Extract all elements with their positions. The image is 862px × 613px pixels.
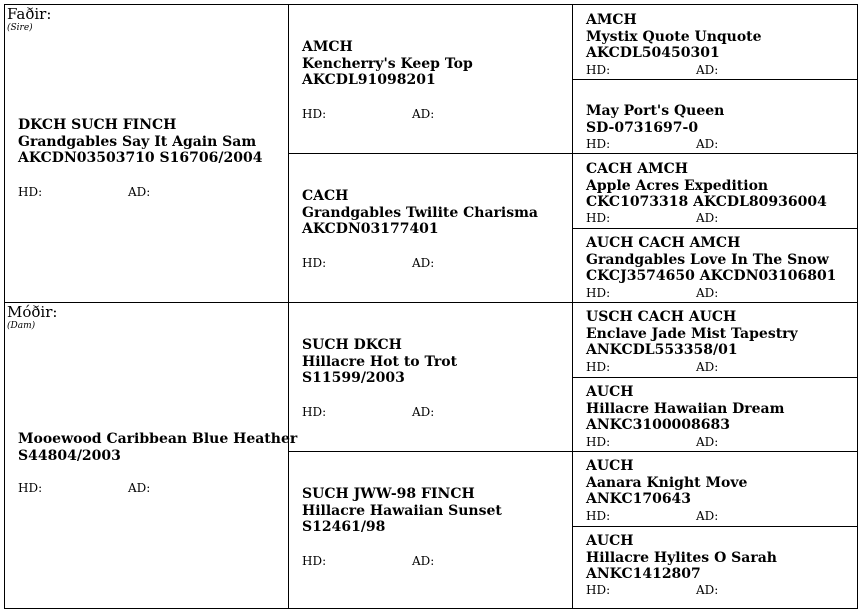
ad-label: AD: — [696, 63, 719, 77]
hd-label: HD: — [586, 137, 611, 151]
gen3-hd-ad-5 — [586, 360, 719, 374]
ad-label: AD: — [696, 211, 719, 225]
dog-reg: ANKC1412807 — [586, 566, 701, 582]
gen3-hd-ad-1 — [586, 63, 719, 77]
gen3-hd-ad-8 — [586, 583, 719, 597]
dog-reg: AKCDN03177401 — [302, 221, 439, 237]
gen3-info-8 — [586, 533, 777, 583]
dog-titles: AUCH — [586, 458, 634, 474]
dam-sub-label: (Dam) — [7, 321, 36, 331]
hd-label: HD: — [302, 256, 327, 270]
ad-label: AD: — [412, 107, 435, 121]
dam-cell — [4, 302, 298, 609]
gen3-cell-4 — [572, 228, 858, 303]
hd-label: HD: — [18, 185, 43, 199]
gen3-info-7 — [586, 458, 747, 508]
dam-hd-ad — [18, 481, 151, 495]
ad-label: AD: — [696, 583, 719, 597]
dog-titles: AMCH — [302, 39, 353, 55]
gen3-info-4 — [586, 235, 836, 285]
dog-reg: AKCDL91098201 — [302, 72, 436, 88]
sire-sub-label: (Sire) — [7, 23, 33, 33]
gen2-info-2 — [302, 188, 538, 238]
gen2-hd-ad-2 — [302, 256, 435, 270]
dog-reg: ANKC170643 — [586, 491, 692, 507]
ad-label: AD: — [696, 137, 719, 151]
gen2-cell-2 — [288, 153, 573, 303]
dog-reg: SD-0731697-0 — [586, 119, 699, 136]
sire-reg: AKCDN03503710 S16706/2004 — [18, 150, 263, 166]
gen3-cell-6 — [572, 377, 858, 452]
hd-label: HD: — [586, 211, 611, 225]
gen3-hd-ad-2 — [586, 137, 719, 151]
gen3-cell-1 — [572, 4, 858, 80]
gen2-hd-ad-4 — [302, 554, 435, 568]
dam-label: Móðir: — [7, 303, 58, 321]
gen3-cell-5 — [572, 302, 858, 378]
gen2-info-3 — [302, 337, 457, 387]
dog-name: Aanara Knight Move — [586, 474, 748, 491]
gen3-cell-2 — [572, 79, 858, 154]
hd-label: HD: — [586, 509, 611, 523]
hd-label: HD: — [18, 481, 43, 495]
gen2-hd-ad-3 — [302, 405, 435, 419]
dog-name: Kencherry's Keep Top — [302, 55, 473, 72]
dog-reg: S11599/2003 — [302, 370, 405, 386]
ad-label: AD: — [696, 435, 719, 449]
sire-info — [18, 117, 262, 167]
hd-label: HD: — [586, 435, 611, 449]
hd-label: HD: — [586, 583, 611, 597]
ad-label: AD: — [128, 481, 151, 495]
sire-cell — [4, 4, 289, 303]
ad-label: AD: — [696, 286, 719, 300]
gen3-info-3 — [586, 161, 827, 211]
dog-reg: S12461/98 — [302, 519, 386, 535]
dog-reg: ANKC3100008683 — [586, 417, 731, 433]
sire-hd-ad — [18, 185, 151, 199]
dog-name: Grandgables Love In The Snow — [586, 251, 829, 268]
ad-label: AD: — [128, 185, 151, 199]
gen3-info-6 — [586, 384, 784, 434]
dog-name: Enclave Jade Mist Tapestry — [586, 325, 798, 342]
dam-name: Mooewood Caribbean Blue Heather — [18, 431, 298, 447]
gen2-cell-4 — [288, 451, 573, 609]
dog-reg: AKCDL50450301 — [586, 45, 720, 61]
dog-reg: CKCJ3574650 AKCDN03106801 — [586, 268, 837, 284]
sire-label: Faðir: — [7, 5, 52, 23]
dog-titles: SUCH JWW-98 FINCH — [302, 486, 475, 502]
dog-name: Apple Acres Expedition — [586, 177, 769, 194]
dog-titles: AMCH — [586, 12, 637, 28]
dog-name: Hillacre Hylites O Sarah — [586, 549, 777, 566]
dog-titles: CACH — [302, 188, 349, 204]
hd-label: HD: — [302, 107, 327, 121]
gen2-cell-3 — [288, 302, 573, 452]
hd-label: HD: — [302, 554, 327, 568]
ad-label: AD: — [696, 509, 719, 523]
dog-titles: CACH AMCH — [586, 161, 688, 177]
dog-name: Hillacre Hot to Trot — [302, 353, 458, 370]
dog-titles: AUCH CACH AMCH — [586, 235, 741, 251]
hd-label: HD: — [586, 360, 611, 374]
dog-name: Hillacre Hawaiian Sunset — [302, 502, 502, 519]
gen3-cell-7 — [572, 451, 858, 527]
dog-reg: ANKCDL553358/01 — [586, 342, 738, 358]
ad-label: AD: — [412, 405, 435, 419]
dam-reg: S44804/2003 — [18, 447, 121, 464]
gen2-hd-ad-1 — [302, 107, 435, 121]
gen3-cell-3 — [572, 153, 858, 229]
gen2-info-1 — [302, 39, 473, 89]
dog-name: May Port's Queen — [586, 103, 725, 119]
gen3-info-2 — [586, 103, 724, 136]
gen3-hd-ad-6 — [586, 435, 719, 449]
sire-name: Grandgables Say It Again Sam — [18, 133, 257, 150]
hd-label: HD: — [586, 63, 611, 77]
dog-name: Grandgables Twilite Charisma — [302, 204, 538, 221]
dog-titles: USCH CACH AUCH — [586, 309, 737, 325]
gen2-info-4 — [302, 486, 502, 536]
dog-name: Mystix Quote Unquote — [586, 28, 762, 45]
hd-label: HD: — [302, 405, 327, 419]
dog-name: Hillacre Hawaiian Dream — [586, 400, 785, 417]
gen3-hd-ad-4 — [586, 286, 719, 300]
gen3-cell-8 — [572, 526, 858, 609]
ad-label: AD: — [412, 256, 435, 270]
hd-label: HD: — [586, 286, 611, 300]
gen3-info-1 — [586, 12, 762, 62]
gen3-hd-ad-3 — [586, 211, 719, 225]
dog-titles: SUCH DKCH — [302, 337, 402, 353]
gen3-info-5 — [586, 309, 798, 359]
dog-titles: AUCH — [586, 384, 634, 400]
dam-info — [18, 431, 297, 464]
ad-label: AD: — [412, 554, 435, 568]
gen3-hd-ad-7 — [586, 509, 719, 523]
dog-reg: CKC1073318 AKCDL80936004 — [586, 194, 827, 210]
sire-titles: DKCH SUCH FINCH — [18, 117, 177, 133]
dog-titles: AUCH — [586, 533, 634, 549]
ad-label: AD: — [696, 360, 719, 374]
gen2-cell-1 — [288, 4, 573, 154]
